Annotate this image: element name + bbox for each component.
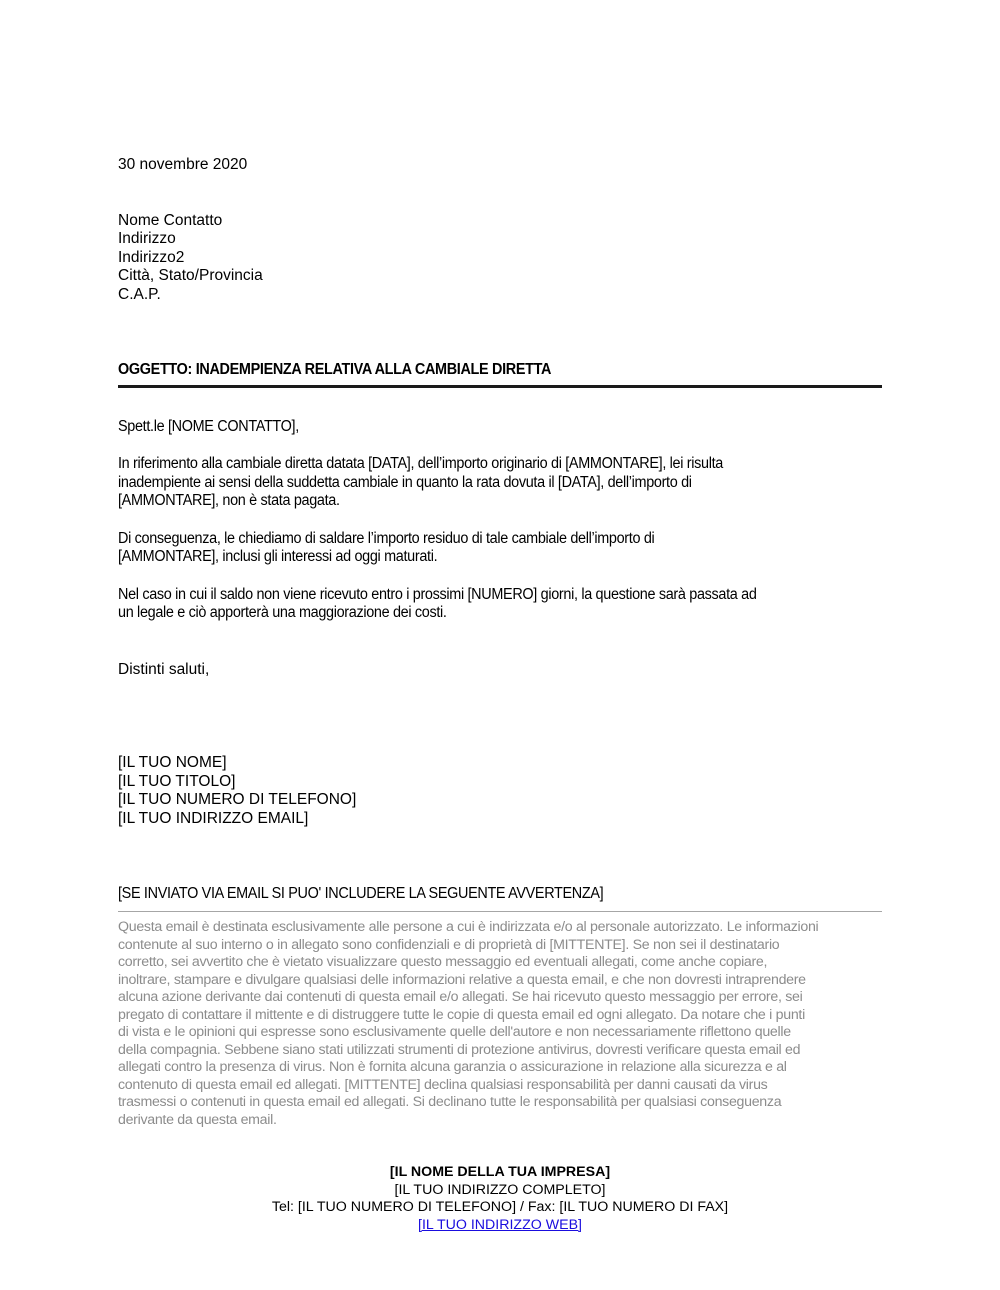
- footer-contact: Tel: [IL TUO NUMERO DI TELEFONO] / Fax: [IL TUO NUMERO DI FAX]: [271, 1199, 729, 1215]
- subject-line: OGGETTO: INADEMPIENZA RELATIVA ALLA CAMBIALE DIRETTA: [118, 361, 552, 378]
- body-line: In riferimento alla cambiale diretta datata [DATA], dell’importo originario di [AMMONTARE], lei risulta: [118, 455, 723, 472]
- letterhead-footer: [118, 1164, 882, 1234]
- recipient-postal-code: C.A.P.: [118, 286, 161, 303]
- body-line: un legale e ciò apporterà una maggiorazione dei costi.: [118, 604, 447, 621]
- disclaimer-text: [118, 919, 882, 1129]
- closing: Distinti saluti,: [118, 661, 210, 678]
- disclaimer-line: pregato di contattare il mittente e di distruggere tutte le copie di questa email ed ogni allegato. Da notare che i punti: [118, 1006, 805, 1023]
- footer-company-name: [IL NOME DELLA TUA IMPRESA]: [389, 1164, 611, 1180]
- signature-name: [IL TUO NOME]: [118, 754, 227, 771]
- disclaimer-line: derivante da questa email.: [118, 1111, 277, 1128]
- disclaimer-line: corretto, sei avvertito che è vietato visualizzare questo messaggio ed eventuali allegati, come anche copiare,: [118, 954, 768, 970]
- disclaimer-line: inoltrare, stampare e divulgare qualsiasi delle informazioni relative a questa email, e che non dovresti intraprendere: [118, 971, 806, 988]
- disclaimer-divider: [118, 911, 882, 912]
- footer-website-link[interactable]: [IL TUO INDIRIZZO WEB]: [418, 1216, 582, 1233]
- body-line: inadempiente ai sensi della suddetta cambiale in quanto la rata dovuta il [DATA], dell’importo di: [118, 474, 692, 491]
- disclaimer-line: contenuto di questa email ed allegati. [MITTENTE] declina qualsiasi responsabilità per danni causati da virus: [118, 1076, 768, 1093]
- body-line: [AMMONTARE], inclusi gli interessi ad oggi maturati.: [118, 548, 438, 565]
- body-line: Di conseguenza, le chiediamo di saldare l’importo residuo di tale cambiale dell’importo di: [118, 530, 655, 547]
- signature-title: [IL TUO TITOLO]: [118, 773, 236, 790]
- disclaimer-line: di vista e le opinioni qui espresse sono esclusivamente quelle dell'autore e non necessariamente riflettono quelle: [118, 1024, 791, 1040]
- recipient-name: Nome Contatto: [118, 212, 223, 229]
- recipient-address1: Indirizzo: [118, 230, 176, 247]
- salutation: Spett.le [NOME CONTATTO],: [118, 418, 299, 435]
- disclaimer-line: contenute al suo interno o in allegato sono confidenziali e di proprietà di [MITTENTE]. Se non sei il destinatario: [118, 936, 780, 953]
- body-line: [AMMONTARE], non è stata pagata.: [118, 492, 340, 509]
- body-line: Nel caso in cui il saldo non viene ricevuto entro i prossimi [NUMERO] giorni, la questione sarà passata ad: [118, 586, 757, 603]
- recipient-address2: Indirizzo2: [118, 249, 185, 266]
- disclaimer-line: Questa email è destinata esclusivamente alle persone a cui è indirizzata e/o al personale autorizzato. Le informazioni: [118, 919, 819, 935]
- disclaimer-line: della compagnia. Sebbene siano stati utilizzati strumenti di protezione antivirus, dovresti verificare questa email ed: [118, 1041, 801, 1058]
- footer-address: [IL TUO INDIRIZZO COMPLETO]: [394, 1181, 606, 1198]
- recipient-city-state: Città, Stato/Provincia: [118, 267, 263, 284]
- disclaimer-heading: [SE INVIATO VIA EMAIL SI PUO' INCLUDERE LA SEGUENTE AVVERTENZA]: [118, 885, 604, 902]
- disclaimer-line: allegati contro la presenza di virus. Non è fornita alcuna garanzia o assicurazione in relazione alla sicurezza e al: [118, 1059, 787, 1075]
- letter-date: 30 novembre 2020: [118, 156, 248, 173]
- signature-email: [IL TUO INDIRIZZO EMAIL]: [118, 810, 309, 827]
- subject-divider: [118, 385, 882, 388]
- disclaimer-line: alcuna azione derivante dai contenuti di questa email e/o allegati. Se hai ricevuto questo messaggio per errore, sei: [118, 989, 803, 1005]
- disclaimer-line: trasmessi o contenuti in questa email ed allegati. Si declinano tutte le responsabilità per qualsiasi conseguenza: [118, 1094, 782, 1110]
- signature-phone: [IL TUO NUMERO DI TELEFONO]: [118, 791, 357, 808]
